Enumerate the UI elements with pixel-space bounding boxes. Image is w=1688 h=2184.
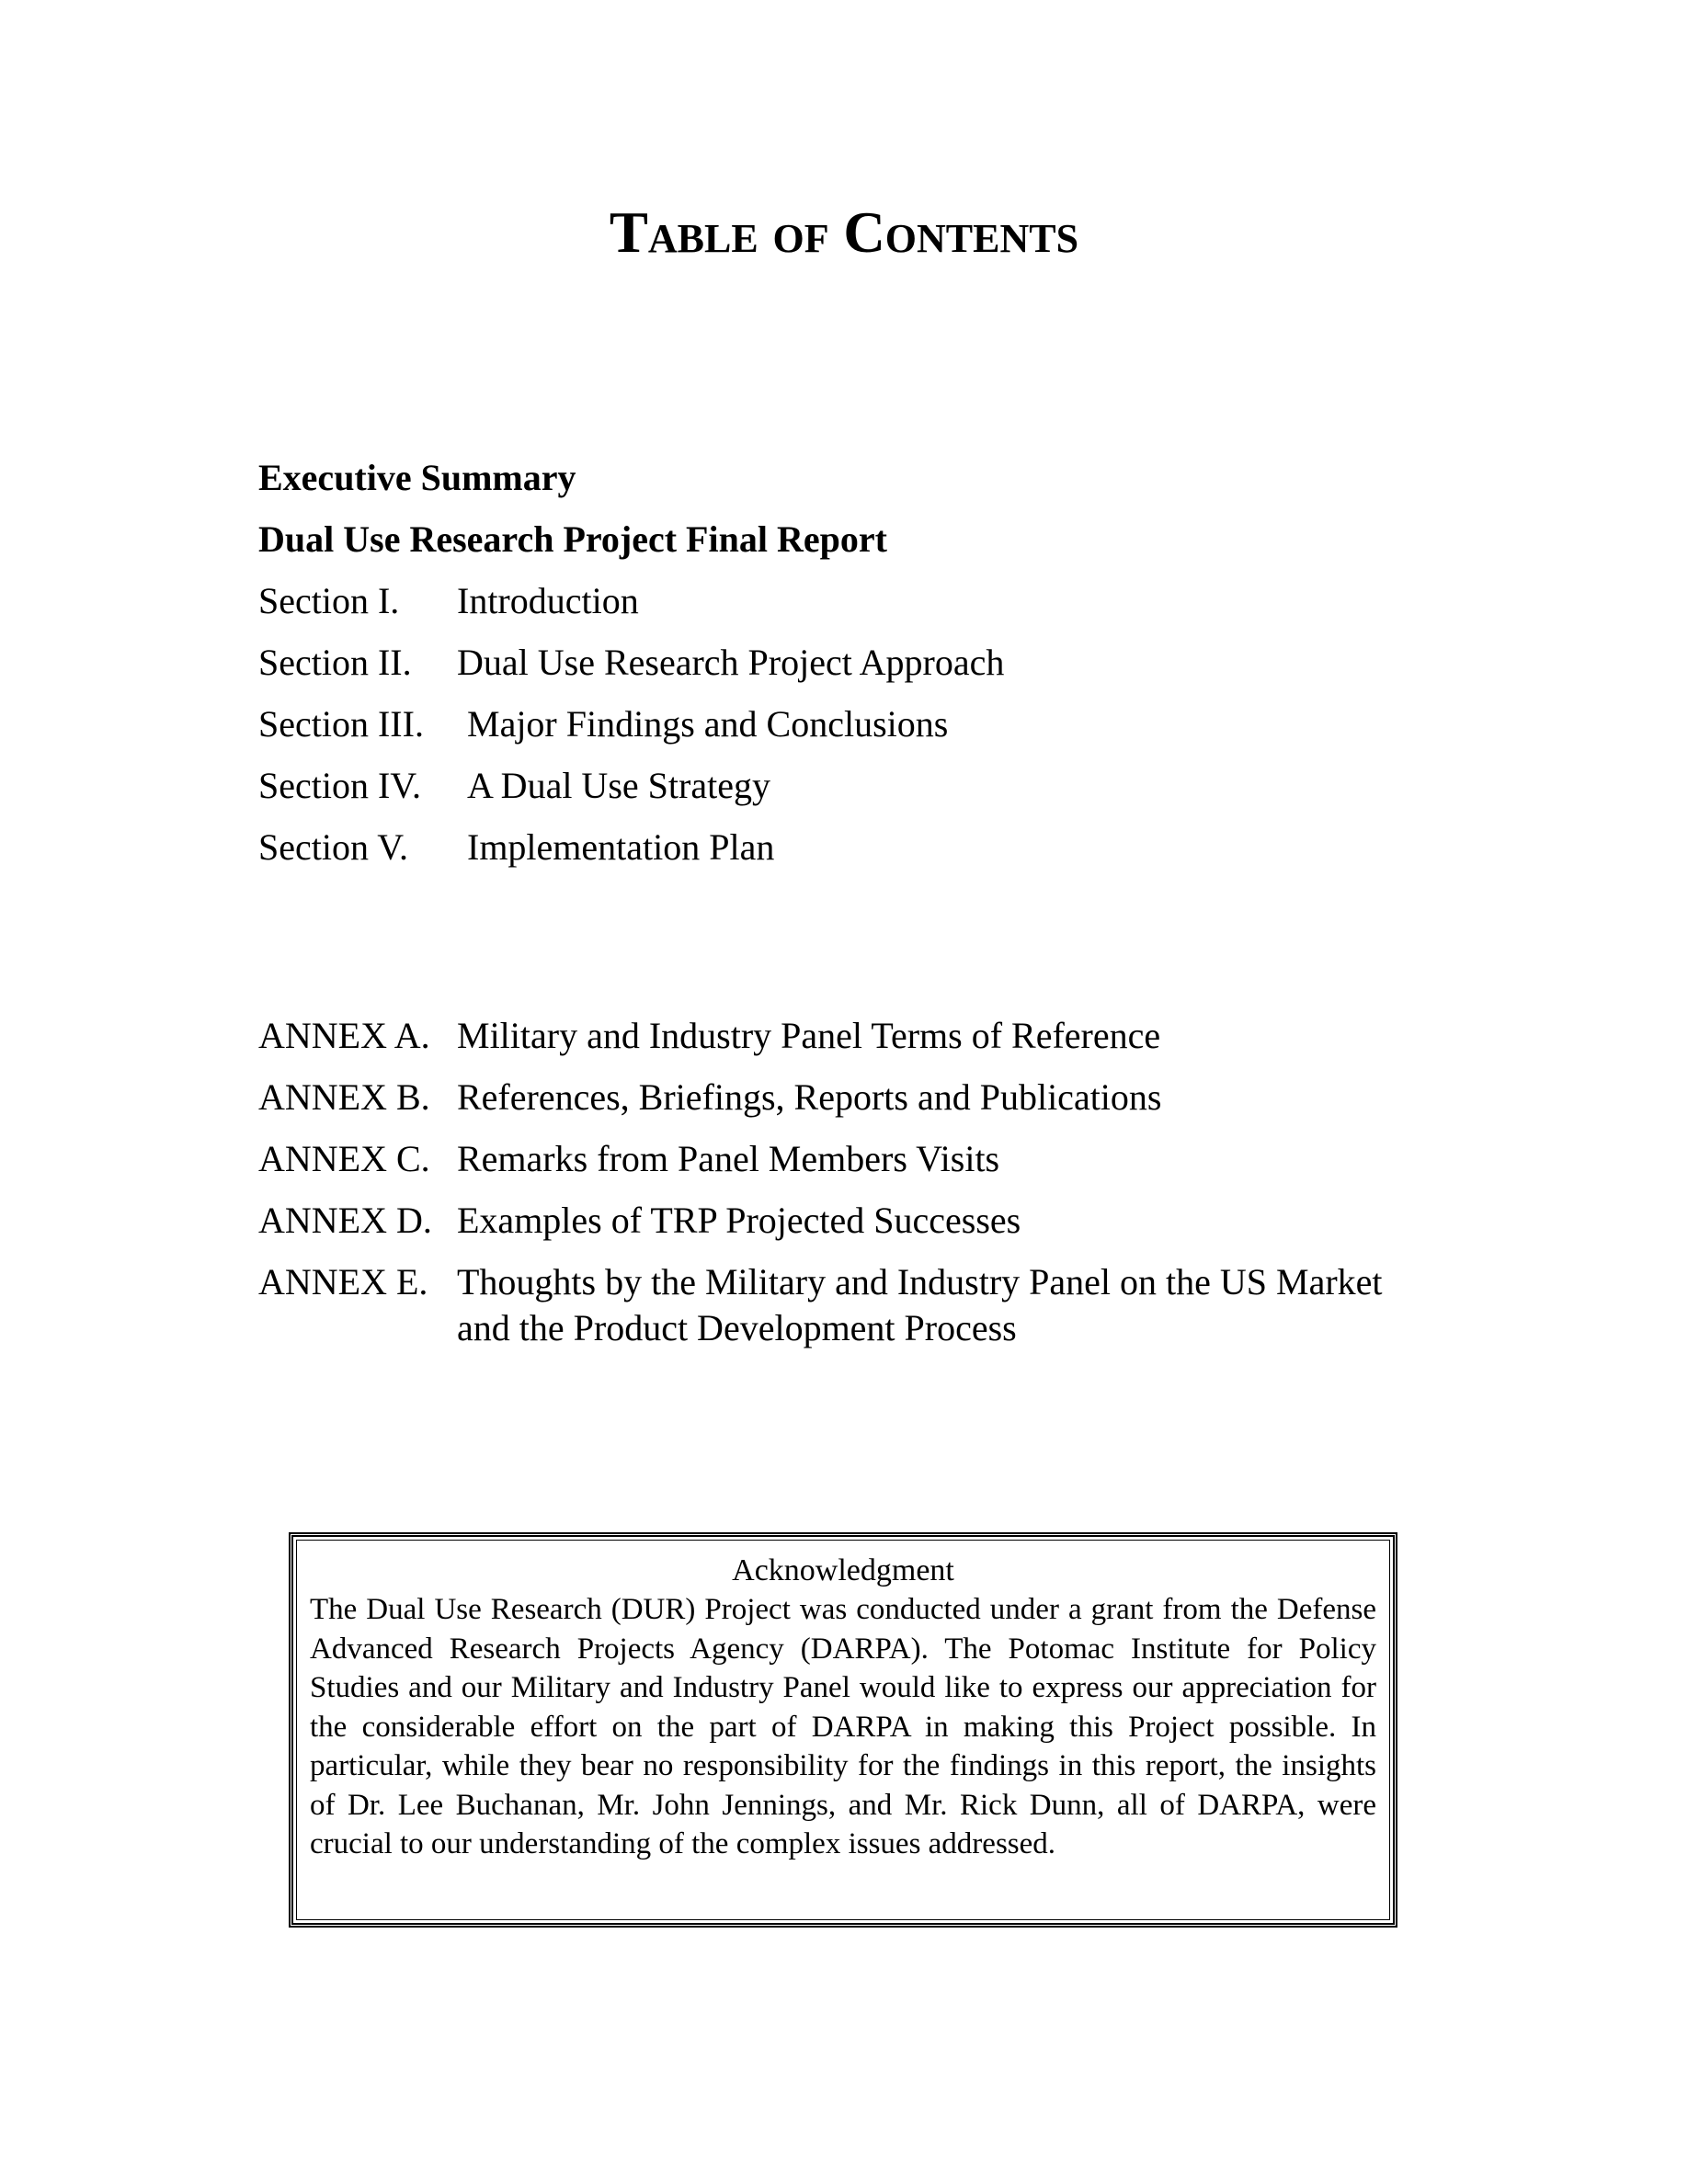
toc-item-annex-e-continuation: and the Product Development Process	[457, 1307, 1017, 1348]
toc-item-section-3[interactable]	[258, 703, 949, 745]
toc-item-title: References, Briefings, Reports and Publications	[457, 1076, 1162, 1118]
toc-item-annex-d[interactable]	[258, 1200, 1021, 1241]
toc-item-section-1[interactable]	[258, 580, 639, 621]
toc-item-title: Military and Industry Panel Terms of Reference	[457, 1015, 1161, 1056]
toc-item-label: Section I.	[258, 580, 400, 621]
toc-item-label: ANNEX A.	[258, 1015, 430, 1056]
toc-item-annex-e[interactable]	[258, 1261, 1383, 1302]
toc-item-label: Section III.	[258, 703, 424, 745]
toc-item-label: Section V.	[258, 826, 408, 868]
toc-item-title: A Dual Use Strategy	[467, 765, 770, 806]
toc-item-final-report[interactable]: Dual Use Research Project Final Report	[258, 518, 887, 560]
toc-item-title: Dual Use Research Project Approach	[457, 642, 1005, 683]
toc-item-title: Implementation Plan	[467, 826, 775, 868]
toc-item-title: Major Findings and Conclusions	[467, 703, 949, 745]
toc-item-annex-c[interactable]	[258, 1138, 1000, 1179]
toc-item-label: ANNEX D.	[258, 1200, 432, 1241]
toc-item-section-5[interactable]	[258, 826, 775, 868]
toc-item-title: Thoughts by the Military and Industry Panel on the US Market	[457, 1261, 1383, 1302]
toc-item-label: ANNEX B.	[258, 1076, 430, 1118]
toc-item-title: Introduction	[457, 580, 639, 621]
toc-item-section-2[interactable]	[258, 642, 1005, 683]
page-title: Table of Contents	[609, 200, 1079, 265]
toc-item-annex-b[interactable]	[258, 1076, 1162, 1118]
toc-item-executive-summary[interactable]: Executive Summary	[258, 457, 576, 498]
acknowledgment-box	[289, 1532, 1397, 1928]
acknowledgment-body: The Dual Use Research (DUR) Project was conducted under a grant from the Defense Advanced Research Projects Agency (DARPA). The Potomac Institute for Policy Studies and our Military and Industry Panel would like to express our appreciation for the considerable effort on the part of DARPA in making this Project possible. In particular, while they bear no responsibility for the findings in this report, the insights of Dr. Lee Buchanan, Mr. John Jennings, and Mr. Rick Dunn, all of DARPA, were crucial to our understanding of the complex issues addressed.	[310, 1593, 1376, 1860]
toc-item-title: Examples of TRP Projected Successes	[457, 1200, 1021, 1241]
toc-item-label: Section II.	[258, 642, 412, 683]
toc-item-annex-a[interactable]	[258, 1015, 1161, 1056]
toc-item-label: ANNEX E.	[258, 1261, 428, 1302]
toc-item-title: Remarks from Panel Members Visits	[457, 1138, 1000, 1179]
toc-item-section-4[interactable]	[258, 765, 770, 806]
toc-item-label: Section IV.	[258, 765, 422, 806]
toc-item-label: ANNEX C.	[258, 1138, 430, 1179]
acknowledgment-heading: Acknowledgment	[732, 1553, 954, 1587]
